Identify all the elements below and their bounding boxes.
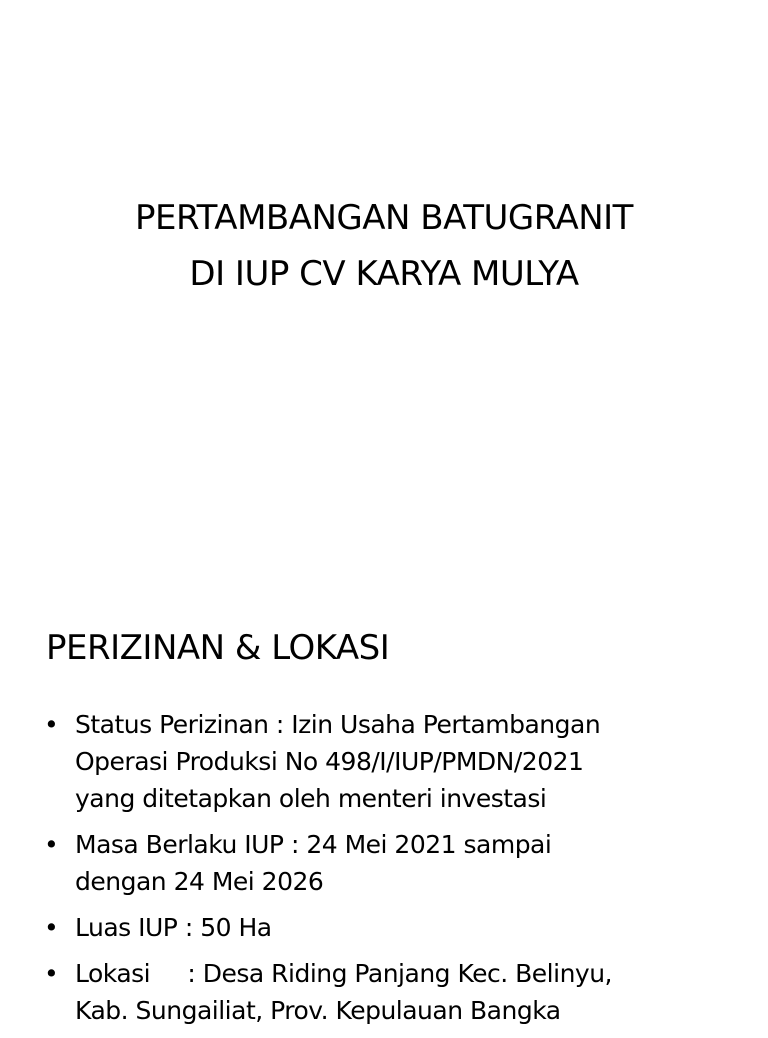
bullet-line: Kab. Sungailiat, Prov. Kepulauan Bangka xyxy=(75,996,561,1025)
bullet-item-luas-iup xyxy=(44,909,768,946)
bullet-line: yang ditetapkan oleh menteri investasi xyxy=(75,784,547,813)
bullet-icon: • xyxy=(44,710,59,739)
bullet-item-status-perizinan xyxy=(44,706,768,817)
section-heading: PERIZINAN & LOKASI xyxy=(46,628,390,668)
bullet-line: Luas IUP : 50 Ha xyxy=(75,913,272,942)
bullet-line: Masa Berlaku IUP : 24 Mei 2021 sampai xyxy=(75,830,552,859)
bullet-line: Status Perizinan : Izin Usaha Pertambangan xyxy=(75,710,601,739)
bullet-line: Lokasi : Desa Riding Panjang Kec. Belinyu, xyxy=(75,959,612,988)
bullet-icon: • xyxy=(44,959,59,988)
bullet-item-masa-berlaku xyxy=(44,826,768,900)
main-title-line: PERTAMBANGAN BATUGRANIT xyxy=(135,198,633,238)
bullet-line: dengan 24 Mei 2026 xyxy=(75,867,324,896)
bullet-item-lokasi xyxy=(44,955,768,1029)
main-title-line: DI IUP CV KARYA MULYA xyxy=(189,254,579,294)
bullet-line: Operasi Produksi No 498/I/IUP/PMDN/2021 xyxy=(75,747,584,776)
content-slide xyxy=(0,576,768,1024)
bullet-icon: • xyxy=(44,830,59,859)
bullet-icon: • xyxy=(44,913,59,942)
bullet-list xyxy=(44,706,768,1038)
main-title xyxy=(0,190,768,302)
